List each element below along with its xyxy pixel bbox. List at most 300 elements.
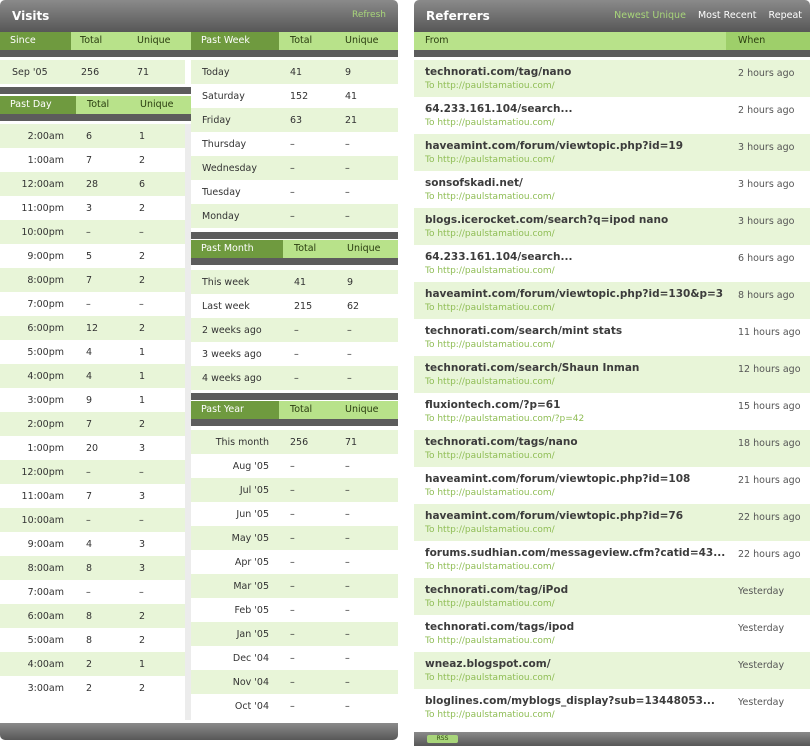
cell-unique: 21: [345, 115, 358, 126]
table-row: [191, 204, 398, 228]
cell-label: 10:00pm: [21, 227, 64, 238]
referrer-time: 2 hours ago: [738, 105, 795, 116]
cell-label: 3 weeks ago: [202, 349, 262, 360]
cell-total: 8: [86, 563, 93, 574]
cell-label: 5:00am: [27, 635, 64, 646]
referrer-link[interactable]: fluxiontech.com/?p=61: [425, 399, 561, 411]
cell-total: 12: [86, 323, 99, 334]
referrer-time: Yesterday: [738, 660, 785, 671]
cell-label: 9:00pm: [27, 251, 64, 262]
tab-repeat[interactable]: Repeat: [768, 10, 802, 21]
past-day-header: [0, 96, 191, 114]
cell-total: –: [290, 211, 295, 222]
past-day-header-total: Total: [87, 99, 110, 110]
table-row: [191, 270, 398, 294]
referrer-link[interactable]: blogs.icerocket.com/search?q=ipod nano: [425, 214, 669, 226]
cell-unique: –: [347, 325, 352, 336]
table-row: [0, 388, 185, 412]
cell-unique: –: [345, 485, 350, 496]
cell-total: 7: [86, 491, 93, 502]
table-row: [0, 556, 185, 580]
cell-unique: 2: [139, 275, 146, 286]
cell-total: 8: [86, 611, 93, 622]
cell-label: 1:00pm: [27, 443, 64, 454]
referrer-link[interactable]: forums.sudhian.com/messageview.cfm?catid=43...: [425, 547, 726, 559]
cell-label: This month: [215, 437, 269, 448]
past-day-top-divider: [0, 87, 191, 94]
cell-unique: –: [139, 515, 144, 526]
past-month-header: [191, 240, 398, 258]
cell-total: –: [290, 139, 295, 150]
table-row: [0, 148, 185, 172]
cell-label: Friday: [202, 115, 231, 126]
referrer-target-link[interactable]: To http://paulstamatiou.com/: [425, 81, 555, 91]
referrers-panel: [414, 0, 810, 746]
table-row: [0, 340, 185, 364]
table-row: [191, 622, 398, 646]
table-row: [0, 604, 185, 628]
past-day-header-unique: Unique: [140, 99, 174, 110]
table-row: [191, 502, 398, 526]
referrer-row: [414, 171, 810, 208]
referrer-target-link[interactable]: To http://paulstamatiou.com/: [425, 488, 555, 498]
referrers-title: Referrers: [426, 9, 490, 23]
cell-total: 20: [86, 443, 99, 454]
cell-unique: 62: [347, 301, 360, 312]
cell-unique: –: [345, 581, 350, 592]
referrer-time: 18 hours ago: [738, 438, 801, 449]
cell-total: –: [294, 325, 299, 336]
past-week-header-unique: Unique: [345, 35, 379, 46]
cell-label: 2 weeks ago: [202, 325, 262, 336]
cell-total: 7: [86, 155, 93, 166]
referrer-link[interactable]: technorati.com/tags/nano: [425, 436, 578, 448]
cell-unique: 1: [139, 659, 146, 670]
referrer-time: 21 hours ago: [738, 475, 801, 486]
past-week-header: [191, 32, 398, 50]
past-month-divider: [191, 258, 398, 265]
cell-total: –: [290, 461, 295, 472]
referrer-link[interactable]: haveamint.com/forum/viewtopic.php?id=19: [425, 140, 684, 152]
cell-label: 6:00pm: [27, 323, 64, 334]
cell-label: 8:00pm: [27, 275, 64, 286]
cell-label: 11:00pm: [21, 203, 64, 214]
cell-total: 152: [290, 91, 309, 102]
cell-label: Today: [202, 67, 230, 78]
past-year-header-label: Past Year: [191, 401, 279, 419]
referrer-link[interactable]: sonsofskadi.net/: [425, 177, 523, 189]
cell-unique: –: [345, 211, 350, 222]
table-row: [191, 598, 398, 622]
cell-label: Apr '05: [234, 557, 269, 568]
referrer-row: [414, 319, 810, 356]
cell-unique: –: [345, 629, 350, 640]
referrer-row: [414, 467, 810, 504]
cell-unique: –: [345, 677, 350, 688]
cell-unique: 41: [345, 91, 358, 102]
cell-label: 3:00pm: [27, 395, 64, 406]
past-month-header-unique: Unique: [347, 243, 381, 254]
cell-total: –: [290, 653, 295, 664]
referrer-target-link[interactable]: To http://paulstamatiou.com/: [425, 599, 555, 609]
referrer-row: [414, 208, 810, 245]
table-row: [0, 172, 185, 196]
cell-unique: 9: [345, 67, 352, 78]
cell-total: –: [290, 533, 295, 544]
referrer-row: [414, 60, 810, 97]
cell-total: 2: [86, 659, 93, 670]
referrer-target-link[interactable]: To http://paulstamatiou.com/: [425, 673, 555, 683]
referrer-link[interactable]: 64.233.161.104/search...: [425, 251, 573, 263]
table-row: [0, 244, 185, 268]
cell-unique: 3: [139, 539, 146, 550]
cell-unique: 1: [139, 395, 146, 406]
cell-unique: –: [347, 373, 352, 384]
table-row: [191, 670, 398, 694]
past-year-divider: [191, 419, 398, 426]
cell-total: –: [290, 605, 295, 616]
cell-label: Last week: [202, 301, 250, 312]
referrer-link[interactable]: technorati.com/search/mint stats: [425, 325, 623, 337]
referrer-target-link[interactable]: To http://paulstamatiou.com/: [425, 118, 555, 128]
table-row: [191, 132, 398, 156]
cell-unique: –: [139, 467, 144, 478]
cell-total: 4: [86, 347, 93, 358]
cell-total: 7: [86, 419, 93, 430]
cell-label: Oct '04: [234, 701, 269, 712]
cell-label: 6:00am: [27, 611, 64, 622]
cell-label: Mar '05: [233, 581, 269, 592]
cell-label: 9:00am: [27, 539, 64, 550]
table-row: [191, 156, 398, 180]
referrer-target-link[interactable]: To http://paulstamatiou.com/: [425, 525, 555, 535]
cell-total: –: [290, 163, 295, 174]
past-year-top-divider: [191, 393, 398, 400]
cell-unique: 71: [345, 437, 358, 448]
referrer-row: [414, 541, 810, 578]
cell-total: –: [290, 187, 295, 198]
cell-unique: –: [345, 139, 350, 150]
referrer-time: 3 hours ago: [738, 179, 795, 190]
referrers-footer: [414, 732, 810, 746]
table-row: [191, 574, 398, 598]
table-row: [0, 532, 185, 556]
table-row: [191, 366, 398, 390]
table-row: [0, 436, 185, 460]
cell-unique: –: [139, 227, 144, 238]
referrer-link[interactable]: haveamint.com/forum/viewtopic.php?id=76: [425, 510, 684, 522]
cell-label: 12:00pm: [21, 467, 64, 478]
cell-unique: 2: [139, 203, 146, 214]
cell-label: 8:00am: [27, 563, 64, 574]
cell-label: Tuesday: [202, 187, 241, 198]
referrer-link[interactable]: technorati.com/search/Shaun Inman: [425, 362, 640, 374]
referrer-tabs: [605, 10, 802, 21]
table-row: [0, 412, 185, 436]
table-row: Sep '05 256 71: [0, 60, 185, 84]
table-row: [0, 460, 185, 484]
cell-unique: –: [345, 653, 350, 664]
since-header-label: Since: [0, 32, 71, 50]
referrer-link[interactable]: technorati.com/tag/nano: [425, 66, 572, 78]
cell-label: Thursday: [202, 139, 247, 150]
referrer-row: [414, 652, 810, 689]
refresh-link[interactable]: Refresh: [352, 10, 386, 20]
referrers-divider: [414, 50, 810, 57]
table-row: [191, 180, 398, 204]
cell-unique: 2: [139, 251, 146, 262]
referrer-time: 12 hours ago: [738, 364, 801, 375]
cell-unique: 6: [139, 179, 146, 190]
referrer-link[interactable]: haveamint.com/forum/viewtopic.php?id=108: [425, 473, 691, 485]
cell-label: 5:00pm: [27, 347, 64, 358]
table-row: [0, 364, 185, 388]
visits-footer: [0, 723, 398, 740]
referrer-time: 22 hours ago: [738, 549, 801, 560]
referrer-time: 15 hours ago: [738, 401, 801, 412]
cell-total: 215: [294, 301, 313, 312]
cell-unique: 2: [139, 611, 146, 622]
referrer-target-link[interactable]: To http://paulstamatiou.com/: [425, 636, 555, 646]
cell-total: 9: [86, 395, 93, 406]
cell-unique: 2: [139, 155, 146, 166]
cell-total: 4: [86, 539, 93, 550]
cell-total: 256: [290, 437, 309, 448]
visits-panel: [0, 0, 398, 740]
past-year-header: [191, 401, 398, 419]
cell-unique: 1: [139, 371, 146, 382]
table-row: [0, 316, 185, 340]
referrer-row: [414, 504, 810, 541]
referrer-row: [414, 430, 810, 467]
cell-label: 10:00am: [21, 515, 64, 526]
cell-label: Jun '05: [236, 509, 269, 520]
cell-label: 4:00am: [27, 659, 64, 670]
cell-label: Saturday: [202, 91, 245, 102]
since-divider: [0, 50, 191, 57]
cell-label: Aug '05: [232, 461, 269, 472]
referrer-target-link[interactable]: To http://paulstamatiou.com/: [425, 266, 555, 276]
cell-label: Nov '04: [232, 677, 269, 688]
referrer-time: Yesterday: [738, 697, 785, 708]
referrer-row: [414, 615, 810, 652]
table-row: [0, 292, 185, 316]
table-row: [0, 484, 185, 508]
cell-unique: –: [139, 587, 144, 598]
table-row: [0, 676, 185, 700]
tab-most-recent[interactable]: Most Recent: [697, 10, 757, 21]
referrer-target-link[interactable]: To http://paulstamatiou.com/: [425, 340, 555, 350]
referrer-link[interactable]: bloglines.com/myblogs_display?sub=13448053...: [425, 695, 715, 707]
cell-label: 2:00pm: [27, 419, 64, 430]
table-row: [191, 342, 398, 366]
table-row: [191, 294, 398, 318]
cell-total: 41: [294, 277, 307, 288]
table-row: [191, 108, 398, 132]
cell-label: Jan '05: [236, 629, 269, 640]
cell-unique: –: [345, 461, 350, 472]
referrer-target-link[interactable]: To http://paulstamatiou.com/: [425, 451, 555, 461]
cell-total: 7: [86, 275, 93, 286]
referrer-row: [414, 282, 810, 319]
table-row: [191, 430, 398, 454]
cell-total: –: [290, 677, 295, 688]
cell-total: –: [294, 349, 299, 360]
referrer-time: 3 hours ago: [738, 216, 795, 227]
cell-total: 5: [86, 251, 93, 262]
cell-label: Feb '05: [234, 605, 269, 616]
cell-unique: 2: [139, 323, 146, 334]
cell-unique: –: [139, 299, 144, 310]
cell-unique: 1: [139, 347, 146, 358]
referrer-time: 8 hours ago: [738, 290, 795, 301]
referrer-row: [414, 97, 810, 134]
table-row: [0, 124, 185, 148]
referrer-time: 3 hours ago: [738, 142, 795, 153]
past-week-header-label: Past Week: [191, 32, 279, 50]
cell-unique: 3: [139, 491, 146, 502]
referrer-target-link[interactable]: To http://paulstamatiou.com/: [425, 377, 555, 387]
cell-unique: 3: [139, 443, 146, 454]
cell-unique: 2: [139, 419, 146, 430]
cell-label: 1:00am: [27, 155, 64, 166]
cell-label: Monday: [202, 211, 240, 222]
table-row: [0, 268, 185, 292]
past-month-header-total: Total: [294, 243, 317, 254]
cell-label: 12:00am: [21, 179, 64, 190]
cell-unique: 3: [139, 563, 146, 574]
referrer-link[interactable]: wneaz.blogspot.com/: [425, 658, 551, 670]
past-month-top-divider: [191, 232, 398, 239]
table-row: [0, 220, 185, 244]
cell-total: 41: [290, 67, 303, 78]
table-row: [191, 526, 398, 550]
table-row: [191, 646, 398, 670]
cell-unique: 1: [139, 131, 146, 142]
cell-total: 3: [86, 203, 93, 214]
cell-label: 7:00am: [27, 587, 64, 598]
cell-total: 28: [86, 179, 99, 190]
past-month-header-label: Past Month: [191, 240, 283, 258]
cell-unique: –: [345, 187, 350, 198]
since-header-total: Total: [80, 35, 103, 46]
referrer-row: [414, 578, 810, 615]
past-day-header-label: Past Day: [0, 96, 76, 114]
cell-label: Jul '05: [239, 485, 269, 496]
referrer-target-link[interactable]: To http://paulstamatiou.com/: [425, 192, 555, 202]
since-header-unique: Unique: [137, 35, 171, 46]
table-row: [0, 628, 185, 652]
cell-unique: 2: [139, 683, 146, 694]
referrer-target-link[interactable]: To http://paulstamatiou.com/?p=42: [425, 414, 585, 424]
past-week-divider: [191, 50, 398, 57]
cell-total: –: [290, 485, 295, 496]
cell-total: –: [86, 299, 91, 310]
past-week-header-total: Total: [290, 35, 313, 46]
visits-title: Visits: [12, 9, 50, 23]
referrer-row: [414, 245, 810, 282]
cell-total: –: [86, 587, 91, 598]
table-row: [191, 454, 398, 478]
cell-label: Wednesday: [202, 163, 258, 174]
cell-total: –: [290, 629, 295, 640]
cell-unique: –: [345, 605, 350, 616]
table-row: [191, 84, 398, 108]
referrer-link[interactable]: haveamint.com/forum/viewtopic.php?id=130&p=3: [425, 288, 724, 300]
referrer-time: 11 hours ago: [738, 327, 801, 338]
table-row: [0, 652, 185, 676]
cell-total: –: [290, 701, 295, 712]
cell-label: 11:00am: [21, 491, 64, 502]
referrer-link[interactable]: 64.233.161.104/search...: [425, 103, 573, 115]
cell-label: 3:00am: [27, 683, 64, 694]
referrer-target-link[interactable]: To http://paulstamatiou.com/: [425, 710, 555, 720]
cell-label: 2:00am: [27, 131, 64, 142]
referrer-target-link[interactable]: To http://paulstamatiou.com/: [425, 562, 555, 572]
table-row: [191, 478, 398, 502]
referrer-row: [414, 393, 810, 430]
cell-total: –: [86, 515, 91, 526]
referrer-row: [414, 356, 810, 393]
cell-label: 7:00pm: [27, 299, 64, 310]
table-row: [0, 508, 185, 532]
cell-total: –: [86, 467, 91, 478]
cell-total: –: [290, 581, 295, 592]
cell-unique: –: [345, 557, 350, 568]
cell-unique: –: [345, 509, 350, 520]
past-day-divider: [0, 114, 191, 121]
past-year-header-unique: Unique: [345, 404, 379, 415]
referrers-title-bar: [414, 0, 810, 32]
cell-total: 8: [86, 635, 93, 646]
cell-label: 4:00pm: [27, 371, 64, 382]
cell-unique: –: [345, 701, 350, 712]
cell-unique: 2: [139, 635, 146, 646]
rss-button[interactable]: RSS: [427, 735, 458, 743]
cell-unique: –: [347, 349, 352, 360]
cell-total: 63: [290, 115, 303, 126]
table-row: [0, 196, 185, 220]
visits-title-bar: [0, 0, 398, 32]
referrer-target-link[interactable]: To http://paulstamatiou.com/: [425, 303, 555, 313]
since-header: [0, 32, 191, 50]
cell-total: –: [290, 557, 295, 568]
tab-newest-unique[interactable]: Newest Unique: [614, 10, 686, 21]
referrer-target-link[interactable]: To http://paulstamatiou.com/: [425, 229, 555, 239]
cell-total: 4: [86, 371, 93, 382]
cell-unique: –: [345, 163, 350, 174]
referrer-time: Yesterday: [738, 586, 785, 597]
cell-label: Dec '04: [232, 653, 269, 664]
cell-total: –: [294, 373, 299, 384]
cell-unique: –: [345, 533, 350, 544]
referrer-link[interactable]: technorati.com/tag/iPod: [425, 584, 569, 596]
referrer-time: 6 hours ago: [738, 253, 795, 264]
cell-total: 6: [86, 131, 93, 142]
cell-total: 2: [86, 683, 93, 694]
referrers-header: [414, 32, 810, 50]
referrer-link[interactable]: technorati.com/tags/ipod: [425, 621, 575, 633]
cell-total: –: [290, 509, 295, 520]
table-row: [191, 550, 398, 574]
table-row: [0, 580, 185, 604]
referrer-time: 22 hours ago: [738, 512, 801, 523]
referrer-target-link[interactable]: To http://paulstamatiou.com/: [425, 155, 555, 165]
cell-label: This week: [202, 277, 250, 288]
table-row: [191, 60, 398, 84]
cell-label: 4 weeks ago: [202, 373, 262, 384]
cell-label: May '05: [231, 533, 269, 544]
